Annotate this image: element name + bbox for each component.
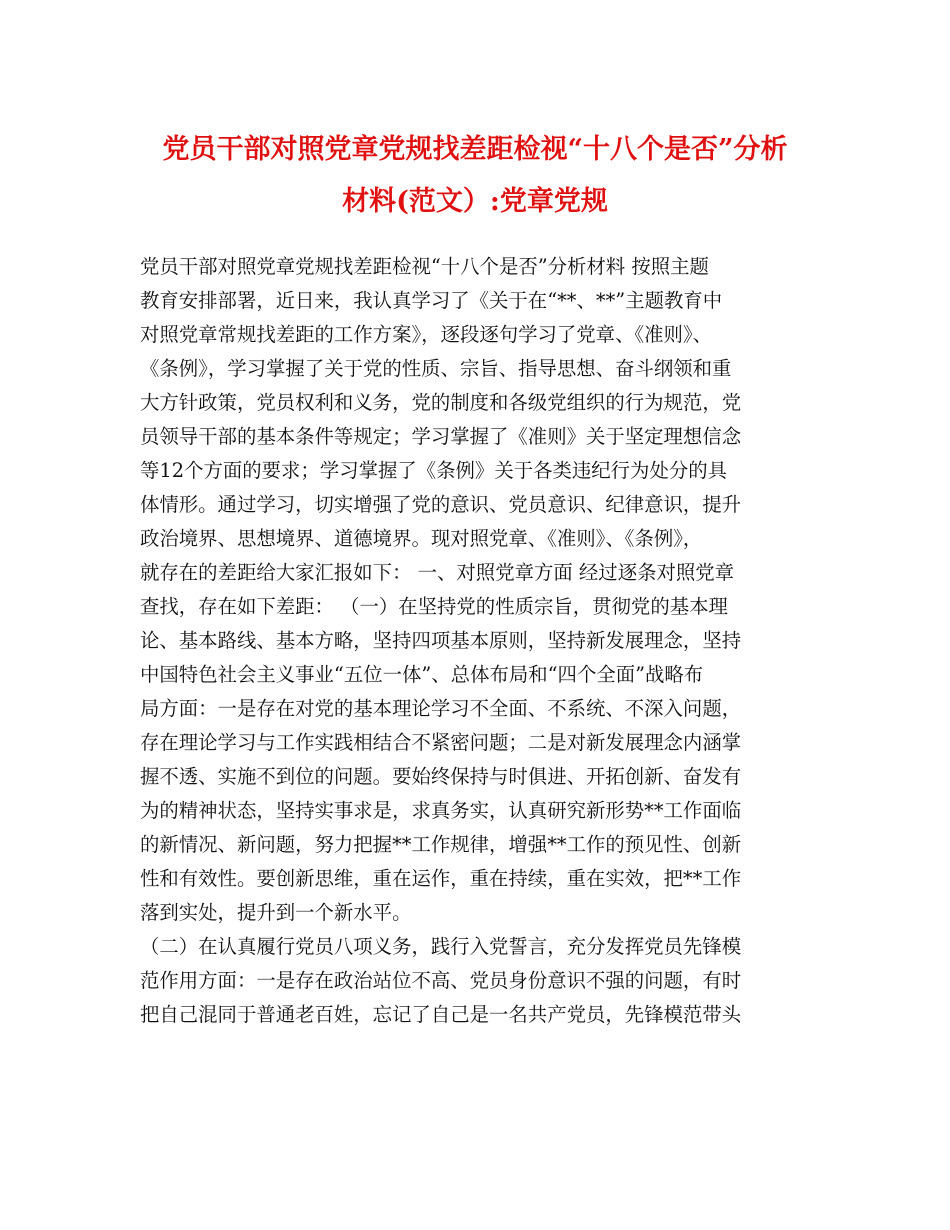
- body-line: 等12个方面的要求；学习掌握了《条例》关于各类违纪行为处分的具: [140, 459, 728, 482]
- body-line: 的新情况、新问题，努力把握**工作规律，增强**工作的预见性、创新: [140, 833, 742, 856]
- body-line: 范作用方面：一是存在政治站位不高、党员身份意识不强的问题，有时: [140, 969, 742, 992]
- body-line: 论、基本路线、基本方略，坚持四项基本原则，坚持新发展理念，坚持: [140, 629, 742, 652]
- body-line: 把自己混同于普通老百姓，忘记了自己是一名共产党员，先锋模范带头: [140, 1003, 742, 1026]
- body-line: 教育安排部署，近日来，我认真学习了《关于在“**、**”主题教育中: [140, 289, 723, 312]
- title-line-2: 材料(范文）:党章党规: [342, 186, 608, 217]
- body-line: 查找，存在如下差距： （一）在坚持党的性质宗旨，贯彻党的基本理: [140, 595, 728, 618]
- body-line: 为的精神状态，坚持实事求是，求真务实，认真研究新形势**工作面临: [140, 799, 742, 822]
- body-line: 体情形。通过学习，切实增强了党的意识、党员意识、纪律意识，提升: [140, 493, 742, 516]
- body-line: 握不透、实施不到位的问题。要始终保持与时俱进、开拓创新、奋发有: [140, 765, 742, 788]
- document-body: [140, 250, 820, 1032]
- body-line: 落到实处，提升到一个新水平。: [140, 901, 412, 924]
- body-line: 中国特色社会主义事业“五位一体”、总体布局和“四个全面”战略布: [140, 663, 704, 686]
- body-line: （二）在认真履行党员八项义务，践行入党誓言，充分发挥党员先锋模: [140, 935, 742, 958]
- body-line: 性和有效性。要创新思维，重在运作，重在持续，重在实效，把**工作: [140, 867, 742, 890]
- body-line: 局方面：一是存在对党的基本理论学习不全面、不系统、不深入问题，: [140, 697, 742, 720]
- title-line-1: 党员干部对照党章党规找差距检视“十八个是否”分析: [162, 134, 788, 165]
- body-line: 大方针政策，党员权利和义务，党的制度和各级党组织的行为规范，党: [140, 391, 742, 414]
- body-line: 就存在的差距给大家汇报如下： 一、对照党章方面 经过逐条对照党章: [140, 561, 735, 584]
- body-line: 存在理论学习与工作实践相结合不紧密问题；二是对新发展理念内涵掌: [140, 731, 742, 754]
- body-line: 《条例》，学习掌握了关于党的性质、宗旨、指导思想、奋斗纲领和重: [140, 357, 732, 380]
- body-line: 员领导干部的基本条件等规定；学习掌握了《准则》关于坚定理想信念: [140, 425, 742, 448]
- document-title: [130, 124, 820, 228]
- body-line: 党员干部对照党章党规找差距检视“十八个是否”分析材料 按照主题: [140, 255, 709, 278]
- body-line: 政治境界、思想境界、道德境界。现对照党章、《准则》、《条例》，: [140, 527, 703, 550]
- body-line: 对照党章常规找差距的工作方案》，逐段逐句学习了党章、《准则》、: [140, 323, 713, 346]
